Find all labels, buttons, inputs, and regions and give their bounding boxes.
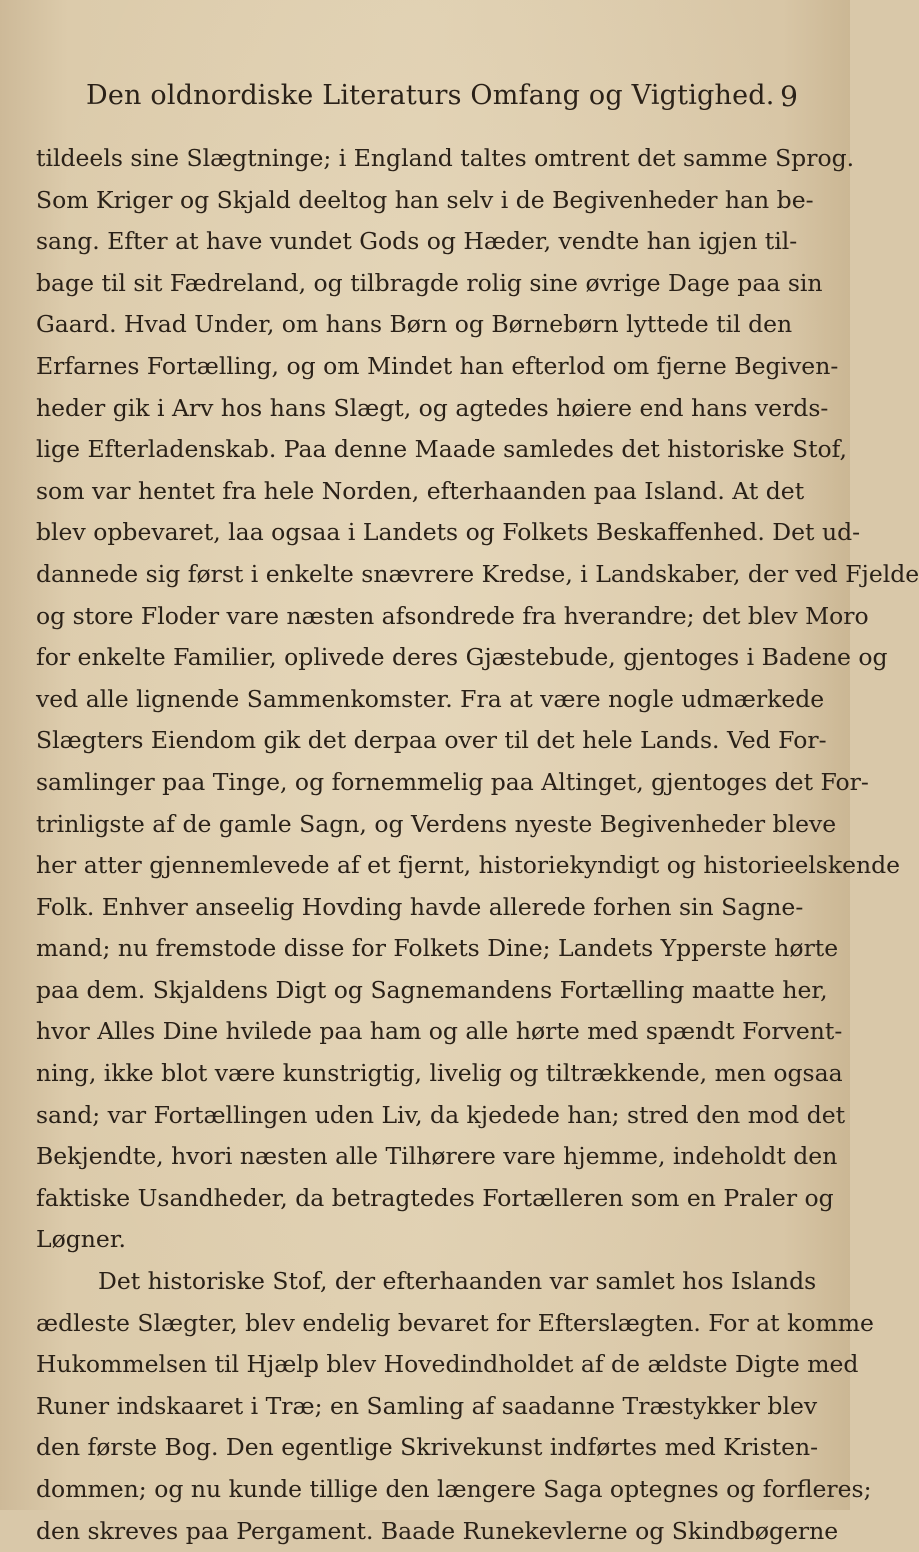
- paragraph-start-line: Det historiske Stof, der efterhaanden var samlet hos Islands: [98, 1267, 817, 1296]
- text-line: heder gik i Arv hos hans Slægt, og agtedes høiere end hans verds-: [36, 393, 829, 422]
- text-line: ved alle lignende Sammenkomster. Fra at være nogle udmærkede: [36, 684, 825, 713]
- text-line: sang. Efter at have vundet Gods og Hæder, vendte han igjen til-: [36, 227, 798, 256]
- text-line: dannede sig først i enkelte snævrere Kredse, i Landskaber, der ved Fjelde: [36, 559, 919, 588]
- text-line: som var hentet fra hele Norden, efterhaanden paa Island. At det: [36, 476, 805, 505]
- body-text: [36, 138, 919, 1552]
- text-line: Erfarnes Fortælling, og om Mindet han efterlod om fjerne Begiven-: [36, 351, 839, 380]
- text-line: Som Kriger og Skjald deeltog han selv i de Begivenheder han be-: [36, 185, 814, 214]
- text-line: Slægters Eiendom gik det derpaa over til det hele Lands. Ved For-: [36, 726, 827, 755]
- text-line: mand; nu fremstode disse for Folkets Dine; Landets Ypperste hørte: [36, 934, 839, 963]
- paragraph-end-line: Løgner.: [36, 1225, 126, 1254]
- text-line: den første Bog. Den egentlige Skrivekunst indførtes med Kristen-: [36, 1433, 819, 1462]
- page-header: [86, 72, 798, 122]
- text-line: Folk. Enhver anseelig Hovding havde allerede forhen sin Sagne-: [36, 892, 804, 921]
- text-line: Gaard. Hvad Under, om hans Børn og Børnebørn lyttede til den: [36, 310, 793, 339]
- text-line: sand; var Fortællingen uden Liv, da kjedede han; stred den mod det: [36, 1100, 846, 1129]
- text-line: lige Efterladenskab. Paa denne Maade samledes det historiske Stof,: [36, 435, 848, 464]
- text-line: for enkelte Familier, oplivede deres Gjæstebude, gjentoges i Badene og: [36, 643, 888, 672]
- text-line: bage til sit Fædreland, og tilbragde rolig sine øvrige Dage paa sin: [36, 268, 823, 297]
- text-line: samlinger paa Tinge, og fornemmelig paa Altinget, gjentoges det For-: [36, 767, 869, 796]
- page-number: 9: [780, 80, 798, 113]
- text-line: paa dem. Skjaldens Digt og Sagnemandens Fortælling maatte her,: [36, 975, 828, 1004]
- text-line: den skreves paa Pergament. Baade Runekevlerne og Skindbøgerne: [36, 1516, 839, 1545]
- text-line: Bekjendte, hvori næsten alle Tilhørere vare hjemme, indeholdt den: [36, 1142, 838, 1171]
- text-line: Runer indskaaret i Træ; en Samling af saadanne Træstykker blev: [36, 1391, 818, 1420]
- text-line: Hukommelsen til Hjælp blev Hovedindholdet af de ældste Digte med: [36, 1350, 859, 1379]
- text-line: blev opbevaret, laa ogsaa i Landets og Folkets Beskaffenhed. Det ud-: [36, 518, 861, 547]
- text-line: trinligste af de gamle Sagn, og Verdens nyeste Begivenheder bleve: [36, 809, 837, 838]
- text-line: dommen; og nu kunde tillige den længere Saga optegnes og forfleres;: [36, 1475, 872, 1503]
- running-title: Den oldnordiske Literaturs Omfang og Vigtighed.: [86, 80, 775, 111]
- text-line: tildeels sine Slægtninge; i England taltes omtrent det samme Sprog.: [36, 144, 855, 172]
- text-line: her atter gjennemlevede af et fjernt, historiekyndigt og historieelskende: [36, 851, 901, 880]
- text-line: ædleste Slægter, blev endelig bevaret for Efterslægten. For at komme: [36, 1308, 874, 1337]
- text-line: og store Floder vare næsten afsondrede fra hverandre; det blev Moro: [36, 601, 869, 630]
- text-line: ning, ikke blot være kunstrigtig, livelig og tiltrækkende, men ogsaa: [36, 1059, 843, 1088]
- text-line: faktiske Usandheder, da betragtedes Fortælleren som en Praler og: [36, 1183, 834, 1212]
- text-line: hvor Alles Dine hvilede paa ham og alle hørte med spændt Forvent-: [36, 1017, 843, 1046]
